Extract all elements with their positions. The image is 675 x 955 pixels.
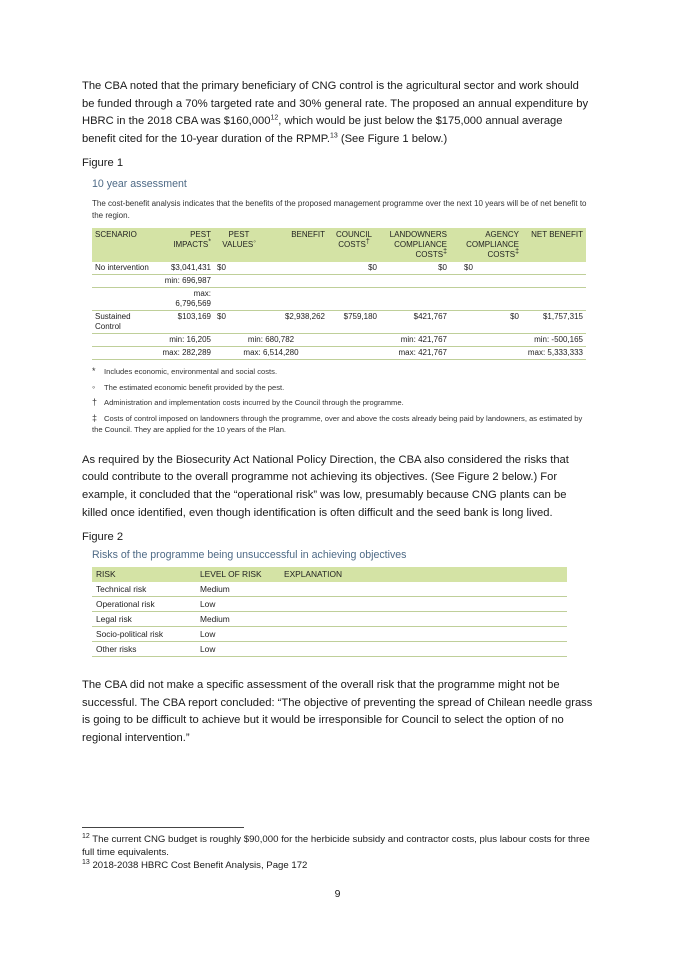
col-scenario: SCENARIO [92,228,154,262]
col-landowners-costs: LANDOWNERS COMPLIANCE COSTS‡ [380,228,450,262]
note-item: † Administration and implementation costs incurred by the Council through the programme. [92,397,404,408]
table-row: max: 282,289 max: 6,514,280 max: 421,767 max: 5,333,333 [92,347,586,360]
table-row: max: 6,796,569 [92,288,586,311]
note-item: * Includes economic, environmental and social costs. [92,366,278,377]
footnote-12: $^{12}$ The current CNG budget is roughly $90,000 for the herbicide subsidy and contractor costs, plus labour costs for three full time equivalents. [82,832,590,858]
note-item: ◦ The estimated economic benefit provided by the pest. [92,381,285,392]
cost-benefit-table [92,228,586,360]
table-row: Technical risk Medium [92,582,567,597]
table-row: No intervention $3,041,431 $0 $0 $0 $0 [92,262,586,275]
conclusion-paragraph: The CBA did not make a specific assessment of the overall risk that the programme might not be successful. The CBA report concluded: “The objective of preventing the spread of Chilean needle grass is going to be difficult to achieve but it would be irresponsible for Council to select the option of no regional intervention.” [82,679,593,745]
col-benefit: BENEFIT [264,228,328,262]
col-pest-impacts: PEST IMPACTS* [154,228,214,262]
footnote-divider [82,827,244,828]
col-pest-values: PEST VALUES◦ [214,228,264,262]
table-row: min: 16,205 min: 680,782 min: 421,767 min: -500,165 [92,334,586,347]
figure2-title: Risks of the programme being unsuccessful in achieving objectives [92,549,407,562]
table-row: Socio-political risk Low [92,627,567,642]
figure1-description: The cost-benefit analysis indicates that the benefits of the proposed management programme over the next 10 years will be of net benefit to the region. [92,199,587,221]
risk-table [92,567,567,657]
col-council-costs: COUNCIL COSTS† [328,228,380,262]
table-row: Legal risk Medium [92,612,567,627]
note-item: ‡ Costs of control imposed on landowners through the programme, over and above the costs already being paid by landowners, as estimated by the Council. They are applied for the 10 years of the Plan. [92,412,583,435]
table-header-row [92,228,586,262]
table-row: Operational risk Low [92,597,567,612]
figure2-label: Figure 2 [82,531,124,544]
figure1-label: Figure 1 [82,157,124,170]
figure1-notes [92,366,587,436]
col-net-benefit: NET BENEFIT [522,228,586,262]
footnote-13: $^{13}$ 2018-2038 HBRC Cost Benefit Analysis, Page 172 [82,858,308,871]
table-row: Sustained Control $103,169 $0 $2,938,262 $759,180 $421,767 $0 $1,757,315 [92,311,586,334]
footnote-ref-13[interactable]: 13 [329,132,338,140]
table-row: min: 696,987 [92,275,586,288]
footnotes [82,833,592,872]
risks-paragraph: As required by the Biosecurity Act National Policy Direction, the CBA also considered the risks that could contribute to the overall programme not achieving its objectives. (See Figure 2 below.) For example, it concluded that the “operational risk” was low, presumably because CNG plants can be killed once identified, even though identification is often difficult and the seed bank is long lived. [82,453,569,519]
table-header-row: RISK LEVEL OF RISK EXPLANATION [92,567,567,582]
table-row: Other risks Low [92,642,567,657]
document-page [82,78,594,748]
col-agency-costs: AGENCY COMPLIANCE COSTS‡ [450,228,522,262]
page-number: 9 [334,888,341,900]
footnote-ref-12[interactable]: 12 [270,114,279,122]
intro-paragraph: The CBA noted that the primary beneficiary of CNG control is the agricultural sector and work should be funded through a 70% targeted rate and 30% general rate. The proposed an annual expenditure by HBRC in the 2018 CBA was $160,000$^{12}$, which would be just below the $175,000 annual average benefit cited for the 10-year duration of the RPMP.$^{13}$ (See Figure 1 below.) [82,80,589,145]
figure1-title: 10 year assessment [92,178,187,191]
